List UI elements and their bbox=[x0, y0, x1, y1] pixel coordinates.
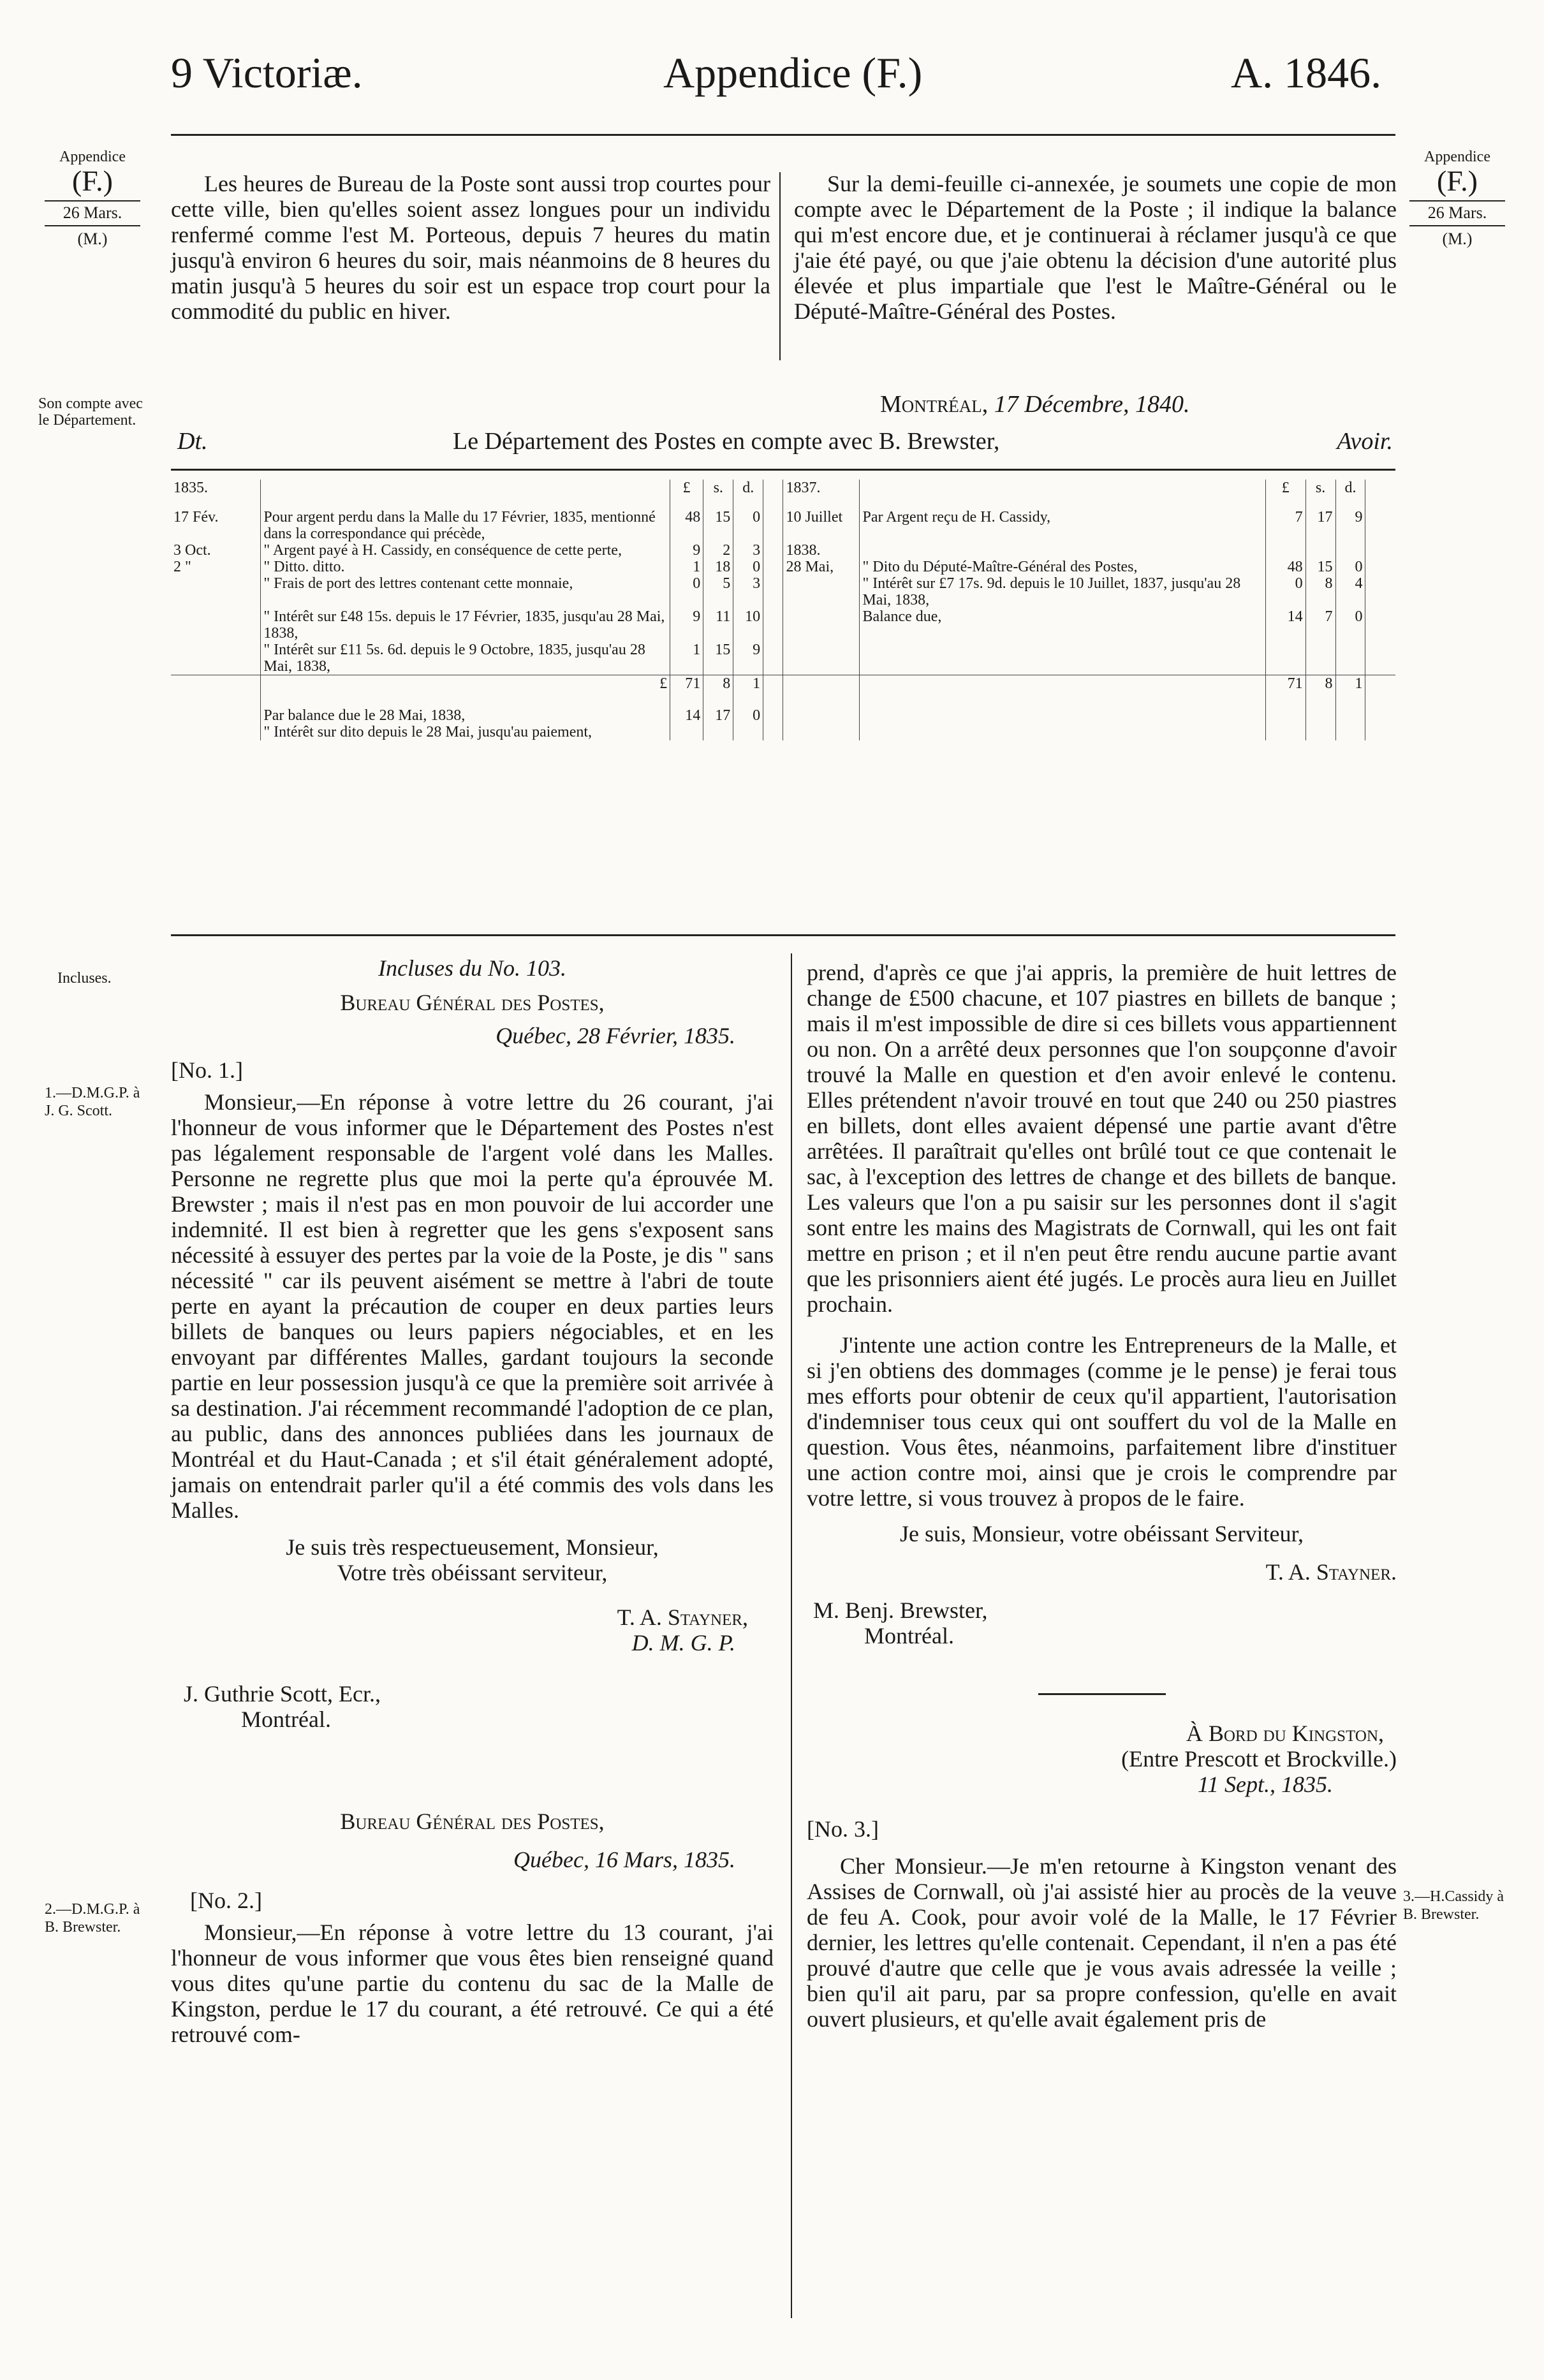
letter3-body: Cher Monsieur.—Je m'en retourne à Kingston venant des Assises de Cornwall, où j'ai assisté hier au procès de la veuve de feu A. Cook, pour avoir volé de la Malle, le 17 Février dernier, les lettres qu'elle contenait. Cependant, il n'en a pas été prouvé d'autre que celle que je vous avais adressée la veille ; bien qu'il ait paru, par sa propre confession, qu'elle en avait ouvert plusieurs, et qu'elle avait également pris de bbox=[807, 1853, 1397, 2032]
ledger-pounds: 48 bbox=[670, 509, 703, 542]
ledger-date: 3 Oct. bbox=[173, 542, 211, 559]
ledger-date: 1838. bbox=[783, 542, 860, 559]
header-session: 9 Victoriæ. bbox=[171, 48, 363, 97]
ledger-text: " Intérêt sur £48 15s. depuis le 17 Février, 1835, jusqu'au 28 Mai, 1838, bbox=[261, 608, 670, 642]
ledger-pounds: 0 bbox=[1265, 575, 1305, 608]
ledger-pounds: 9 bbox=[670, 542, 703, 559]
total-symbol: £ bbox=[261, 675, 670, 693]
account-title-row bbox=[172, 427, 1395, 459]
letter1-place-date: Québec, 28 Février, 1835. bbox=[496, 1023, 735, 1048]
letter2-addressee: M. Benj. Brewster, bbox=[813, 1598, 988, 1623]
ledger-header-row bbox=[171, 480, 1395, 496]
letter3-place bbox=[807, 1721, 1397, 1746]
ledger-shillings bbox=[1305, 542, 1335, 559]
ledger-text bbox=[860, 542, 1266, 559]
ledger-pounds: 1 bbox=[670, 559, 703, 575]
letter1-signature: T. A. Stayner, bbox=[617, 1605, 748, 1630]
letter2-signature: T. A. Stayner. bbox=[1265, 1559, 1397, 1585]
account-title: Le Département des Postes en compte avec B. Brewster, bbox=[453, 428, 1000, 455]
margin-date: 26 Mars. bbox=[62, 203, 122, 222]
balance-text: Par balance due le 28 Mai, 1838, bbox=[261, 707, 670, 724]
ledger-interest-row bbox=[171, 724, 1395, 740]
margin-letter: (F.) bbox=[1436, 165, 1478, 197]
ledger-pence: 0 bbox=[1335, 608, 1365, 642]
ledger-pounds: 14 bbox=[1265, 608, 1305, 642]
ledger-date: 17 Fév. bbox=[173, 509, 219, 525]
ledger-pence: 9 bbox=[1335, 509, 1365, 542]
interest-text: " Intérêt sur dito depuis le 28 Mai, jusqu'au paiement, bbox=[261, 724, 670, 740]
ledger-pence: 4 bbox=[1335, 575, 1365, 608]
account-rule-top bbox=[171, 469, 1395, 471]
ledger-shillings: 15 bbox=[1305, 559, 1335, 575]
ledger-pence: 10 bbox=[733, 608, 763, 642]
margin-incluses: Incluses. bbox=[57, 970, 112, 987]
ledger-date bbox=[783, 575, 860, 608]
ledger-date bbox=[783, 608, 860, 642]
left-year: 1835. bbox=[173, 480, 208, 496]
ledger-shillings: 18 bbox=[703, 559, 733, 575]
col-shillings: s. bbox=[1305, 480, 1335, 496]
total-pounds: 71 bbox=[1265, 675, 1305, 693]
letter-separator bbox=[1038, 1693, 1166, 1695]
ledger-row bbox=[171, 559, 1395, 575]
margin-letter-3: 3.—H.Cassidy à B. Brewster. bbox=[1403, 1888, 1504, 1923]
letter2-office: Bureau Général des Postes, bbox=[340, 1809, 605, 1834]
ledger-pounds: 1 bbox=[670, 642, 703, 675]
ledger-shillings: 15 bbox=[703, 642, 733, 675]
ledger-text: Balance due, bbox=[860, 608, 1266, 642]
ledger-text: " Intérêt sur £11 5s. 6d. depuis le 9 Octobre, 1835, jusqu'au 28 Mai, 1838, bbox=[261, 642, 670, 675]
ledger-pounds: 0 bbox=[670, 575, 703, 608]
ledger-shillings: 11 bbox=[703, 608, 733, 642]
ledger-shillings: 5 bbox=[703, 575, 733, 608]
ledger-date: 28 Mai, bbox=[783, 559, 860, 575]
ledger-total-row bbox=[171, 675, 1395, 693]
header-rule bbox=[171, 134, 1395, 136]
account-credit-label: Avoir. bbox=[1337, 428, 1393, 455]
letter2-number: [No. 2.] bbox=[190, 1888, 262, 1913]
ledger-text: " Intérêt sur £7 17s. 9d. depuis le 10 Juillet, 1837, jusqu'au 28 Mai, 1838, bbox=[860, 575, 1266, 608]
margin-letter: (F.) bbox=[71, 165, 114, 197]
ledger-date bbox=[171, 608, 261, 642]
ledger-balance-row bbox=[171, 707, 1395, 724]
ledger-shillings: 7 bbox=[1305, 608, 1335, 642]
ledger-text: " Dito du Député-Maître-Général des Postes, bbox=[860, 559, 1266, 575]
letters-left-column bbox=[171, 950, 774, 2047]
margin-date: 26 Mars. bbox=[1427, 203, 1487, 222]
ledger-pence bbox=[1335, 542, 1365, 559]
account-place-date: Montréal, 17 Décembre, 1840. bbox=[880, 391, 1190, 418]
ledger-pence: 0 bbox=[733, 559, 763, 575]
letter1-addressee: J. Guthrie Scott, Ecr., bbox=[184, 1681, 381, 1707]
letter3-place-2: (Entre Prescott et Brockville.) bbox=[1121, 1746, 1397, 1772]
margin-letter-1: 1.—D.M.G.P. à J. G. Scott. bbox=[45, 1085, 140, 1119]
letter1-address-city: Montréal. bbox=[241, 1707, 331, 1732]
ledger-date: 2 " bbox=[173, 559, 191, 575]
ledger-pounds: 48 bbox=[1265, 559, 1305, 575]
letter3-ship: À Bord du Kingston, bbox=[1186, 1721, 1384, 1746]
ledger-shillings: 2 bbox=[703, 542, 733, 559]
ledger-shillings: 8 bbox=[1305, 575, 1335, 608]
intro-right-paragraph: Sur la demi-feuille ci-annexée, je soumets une copie de mon compte avec le Département de la Poste ; il indique la balance qui m'est encore due, et je continuerai à réclamer jusqu'à ce que j'aie été payé, ou que j'aie obtenu la décision d'une autorité plus élevée et plus impartiale que l'est le Maître-Général ou le Député-Maître-Général des Postes. bbox=[794, 171, 1397, 324]
letter3-date: 11 Sept., 1835. bbox=[1197, 1772, 1333, 1797]
account-date: 17 Décembre, 1840. bbox=[994, 391, 1190, 418]
ledger-date: 10 Juillet bbox=[783, 509, 860, 542]
ledger-text: " Ditto. ditto. bbox=[261, 559, 670, 575]
ledger bbox=[171, 480, 1395, 740]
letter2-paragraph-2: J'intente une action contre les Entrepreneurs de la Malle, et si j'en obtiens des dommages (comme je le pense) je ferai tous mes efforts pour obtenir de ceux qu'il appartient, l'autorisation d'indemniser tous ceux qui ont souffert du vol de la Malle en question. Vous êtes, néanmoins, parfaitement libre d'instituer une action contre moi, ainsi que je crois le comprendre par votre lettre, si vous trouvez à propos de le faire. bbox=[807, 1332, 1397, 1511]
ledger-pence: 9 bbox=[733, 642, 763, 675]
balance-pence: 0 bbox=[733, 707, 763, 724]
col-shillings: s. bbox=[703, 480, 733, 496]
balance-pounds: 14 bbox=[670, 707, 703, 724]
margin-sub: (M.) bbox=[1442, 230, 1473, 248]
margin-right-appendix bbox=[1403, 148, 1511, 249]
letter1-number: [No. 1.] bbox=[171, 1057, 243, 1083]
ledger-row bbox=[171, 608, 1395, 642]
letter3-number: [No. 3.] bbox=[807, 1816, 879, 1842]
incluses-title: Incluses du No. 103. bbox=[378, 955, 566, 981]
page-header bbox=[0, 48, 1544, 118]
ledger-text: Par Argent reçu de H. Cassidy, bbox=[860, 509, 1266, 542]
ledger-date bbox=[171, 642, 261, 675]
margin-title: Appendice bbox=[59, 149, 126, 165]
letter1-office: Bureau Général des Postes, bbox=[340, 990, 605, 1015]
letter2-address-city: Montréal. bbox=[864, 1623, 954, 1649]
ledger-pence: 0 bbox=[733, 509, 763, 542]
letter2-place-date: Québec, 16 Mars, 1835. bbox=[513, 1847, 735, 1872]
ledger-text: Pour argent perdu dans la Malle du 17 Février, 1835, mentionné dans la correspondance qui précède, bbox=[261, 509, 670, 542]
ledger-row bbox=[171, 575, 1395, 608]
balance-shillings: 17 bbox=[703, 707, 733, 724]
letter1-closing-2: Votre très obéissant serviteur, bbox=[337, 1560, 608, 1585]
col-pound: £ bbox=[670, 480, 703, 496]
letters-right-column bbox=[807, 960, 1397, 2032]
ledger-table bbox=[171, 480, 1395, 740]
column-divider-letters bbox=[791, 953, 792, 2318]
right-year: 1837. bbox=[783, 480, 860, 496]
header-appendix: Appendice (F.) bbox=[663, 48, 923, 97]
ledger-row bbox=[171, 642, 1395, 675]
header-year: A. 1846. bbox=[1231, 48, 1382, 97]
margin-title: Appendice bbox=[1424, 149, 1490, 165]
col-pound: £ bbox=[1265, 480, 1305, 496]
ledger-date bbox=[171, 575, 261, 608]
ledger-pounds: 9 bbox=[670, 608, 703, 642]
ledger-pence: 3 bbox=[733, 575, 763, 608]
total-pounds: 71 bbox=[670, 675, 703, 693]
column-divider bbox=[779, 172, 781, 360]
ledger-shillings: 15 bbox=[703, 509, 733, 542]
ledger-pounds bbox=[1265, 542, 1305, 559]
margin-left-appendix bbox=[38, 148, 147, 249]
intro-left-paragraph: Les heures de Bureau de la Poste sont aussi trop courtes pour cette ville, bien qu'elles soient assez longues pour un individu renfermé comme l'est M. Porteous, depuis 7 heures du matin jusqu'à environ 6 heures du soir, mais néanmoins de 8 heures du matin jusqu'à 5 heures du soir est un espace trop court pour la commodité du public en hiver. bbox=[171, 171, 770, 324]
account-debit-label: Dt. bbox=[177, 428, 208, 455]
total-pence: 1 bbox=[733, 675, 763, 693]
ledger-pence: 0 bbox=[1335, 559, 1365, 575]
letter1-closing: Je suis très respectueusement, Monsieur, bbox=[286, 1534, 659, 1560]
account-place: Montréal bbox=[880, 391, 982, 418]
ledger-text: " Argent payé à H. Cassidy, en conséquence de cette perte, bbox=[261, 542, 670, 559]
total-shillings: 8 bbox=[703, 675, 733, 693]
letter2-body: Monsieur,—En réponse à votre lettre du 13 courant, j'ai l'honneur de vous informer que vous êtes bien renseigné quand vous dites qu'une partie du contenu du sac de la Malle de Kingston, perdue le 17 du courant, a été retrouvé. Ce qui a été retrouvé com- bbox=[171, 1920, 774, 2047]
letter1-signature-title: D. M. G. P. bbox=[631, 1630, 735, 1656]
account-rule-bottom bbox=[171, 934, 1395, 936]
ledger-pounds: 7 bbox=[1265, 509, 1305, 542]
col-pence: d. bbox=[733, 480, 763, 496]
ledger-row bbox=[171, 542, 1395, 559]
letter2-continuation: prend, d'après ce que j'ai appris, la première de huit lettres de change de £500 chacune, et 107 piastres en billets de banque ; mais il m'est impossible de dire si ces billets vous appartiennent ou non. On a arrêté deux personnes que l'on soupçonne d'avoir trouvé la Malle en question et d'en avoir enlevé le contenu. Elles prétendent n'avoir trouvé en tout que 240 ou 250 piastres en billets, dont elles avaient dépensé une partie avant d'être arrêtées. Il paraîtrait qu'elles ont brûlé tout ce que contenait le sac, à l'exception des lettres de change et des billets de banque. Les valeurs que l'on a pu saisir sur les personnes dont il s'agit sont entre les mains des Magistrats de Cornwall, qui les ont fait mettre en prison ; et il n'en peut être rendu aucune partie avant que les prisonniers aient été jugés. Le procès aura lieu en Juillet prochain. bbox=[807, 960, 1397, 1317]
total-pence: 1 bbox=[1335, 675, 1365, 693]
letter1-body: Monsieur,—En réponse à votre lettre du 26 courant, j'ai l'honneur de vous informer que le Département des Postes n'est pas légalement responsable de l'argent volé dans les Malles. Personne ne regrette plus que moi la perte qu'a éprouvée M. Brewster ; mais il n'est pas en mon pouvoir de lui accorder une indemnité. Il est bien à regretter que les gens s'exposent sans nécessité à essuyer des pertes par la voie de la Poste, je dis " sans nécessité " car ils peuvent aisément se mettre à l'abri de toute perte en ayant la précaution de couper en deux parties leurs billets de banques ou leurs papiers négociables, et en les envoyant par différentes Malles, gardant toujours la seconde partie en leur possession jusqu'à ce que la première soit arrivée à sa destination. J'ai récemment recommandé l'adoption de ce plan, au public, dans des annonces publiées dans les journaux de Montréal et du Haut-Canada ; et s'il était généralement adopté, jamais on entendrait parler qu'il a été commis des vols dans les Malles. bbox=[171, 1089, 774, 1523]
ledger-text: " Frais de port des lettres contenant cette monnaie, bbox=[261, 575, 670, 608]
col-pence: d. bbox=[1335, 480, 1365, 496]
total-shillings: 8 bbox=[1305, 675, 1335, 693]
ledger-pence: 3 bbox=[733, 542, 763, 559]
letter2-closing: Je suis, Monsieur, votre obéissant Serviteur, bbox=[899, 1521, 1304, 1546]
margin-sub: (M.) bbox=[77, 230, 108, 248]
ledger-row bbox=[171, 509, 1395, 542]
account-margin-note: Son compte avec le Département. bbox=[38, 395, 143, 429]
ledger-shillings: 17 bbox=[1305, 509, 1335, 542]
margin-letter-2: 2.—D.M.G.P. à B. Brewster. bbox=[45, 1901, 140, 1936]
